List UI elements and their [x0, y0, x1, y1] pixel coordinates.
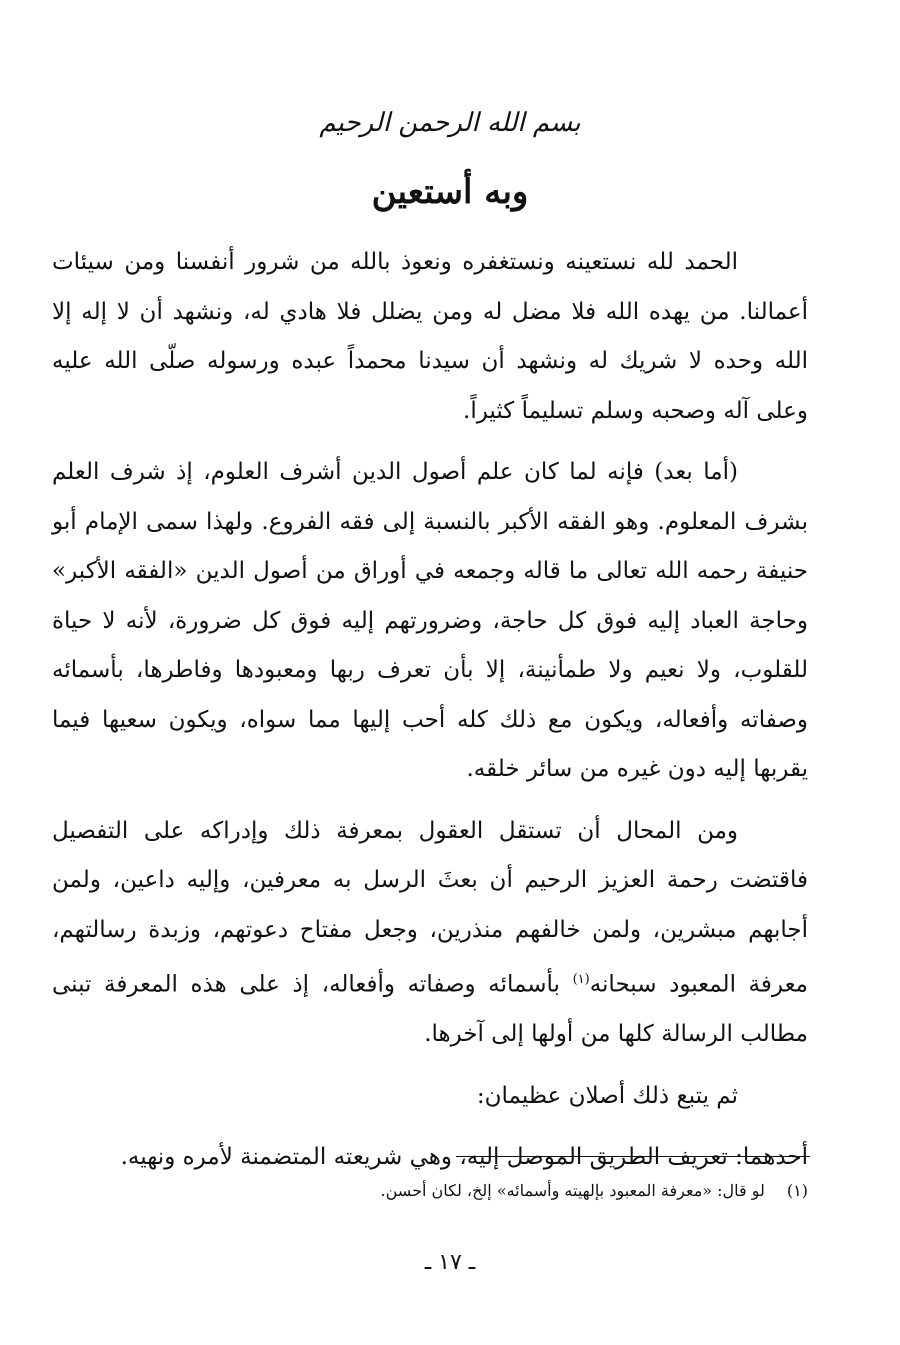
footnote	[208, 1178, 808, 1204]
footnote-number: (١)	[786, 1181, 808, 1200]
page-number: ـ ١٧ ـ	[424, 1250, 476, 1275]
body-text	[52, 238, 808, 1195]
paragraph-opening-praise: الحمد لله نستعينه ونستغفره ونعوذ بالله من شرور أنفسنا ومن سيئات أعمالنا. من يهده الله فلا مضل له ومن يضلل فلا هادي له، ونشهد أن لا إله إلا الله وحده لا شريك له ونشهد أن سيدنا محمداً عبده ورسوله صلّى الله عليه وعلى آله وصحبه وسلم تسليماً كثيراً.	[52, 249, 808, 424]
footnote-text: لو قال: «معرفة المعبود بإلهيته وأسمائه» إلخ، لكان أحسن.	[380, 1181, 765, 1200]
paragraph-first-principle: أحدهما: تعريف الطريق الموصل إليه، وهي شريعته المتضمنة لأمره ونهيه.	[120, 1144, 808, 1171]
basmala-calligraphy: بسم الله الرحمن الرحيم	[319, 108, 581, 138]
footnote-reference[interactable]: (١)	[572, 972, 590, 987]
paragraph-amma-baad: (أما بعد) فإنه لما كان علم أصول الدين أشرف العلوم، إذ شرف العلم بشرف المعلوم. وهو الفقه الأكبر بالنسبة إلى فقه الفروع. ولهذا سمى الإمام أبو حنيفة رحمه الله تعالى ما قاله وجمعه في أوراق من أصول الدين «الفقه الأكبر» وحاجة العباد إليه فوق كل حاجة، وضرورتهم إليه فوق كل ضرورة، لأنه لا حياة للقلوب، ولا نعيم ولا طمأنينة، إلا بأن تعرف ربها ومعبودها وفاطرها، بأسمائه وصفاته وأفعاله، ويكون مع ذلك كله أحب إليها مما سواه، ويكون سعيها فيما يقربها إليه دون غيره من سائر خلقه.	[52, 459, 808, 782]
paragraph-messengers	[52, 807, 808, 1060]
footnote-divider	[456, 1156, 810, 1157]
page-heading: وبه أستعين	[371, 172, 529, 212]
paragraph-two-principles: ثم يتبع ذلك أصلان عظيمان:	[476, 1082, 738, 1109]
paragraph-messengers-text: ومن المحال أن تستقل العقول بمعرفة ذلك وإدراكه على التفصيل فاقتضت رحمة العزيز الرحيم أن بعثَ الرسل به معرفين، وإليه داعين، ولمن أجابهم مبشرين، ولمن خالفهم منذرين، وجعل مفتاح دعوتهم، وزبدة رسالتهم، معرفة المعبود سبحانه	[52, 817, 808, 998]
paragraph-messengers-text-cont: بأسمائه وصفاته وأفعاله، إذ على هذه المعرفة تبنى مطالب الرسالة كلها من أولها إلى آخرها.	[52, 971, 808, 1048]
